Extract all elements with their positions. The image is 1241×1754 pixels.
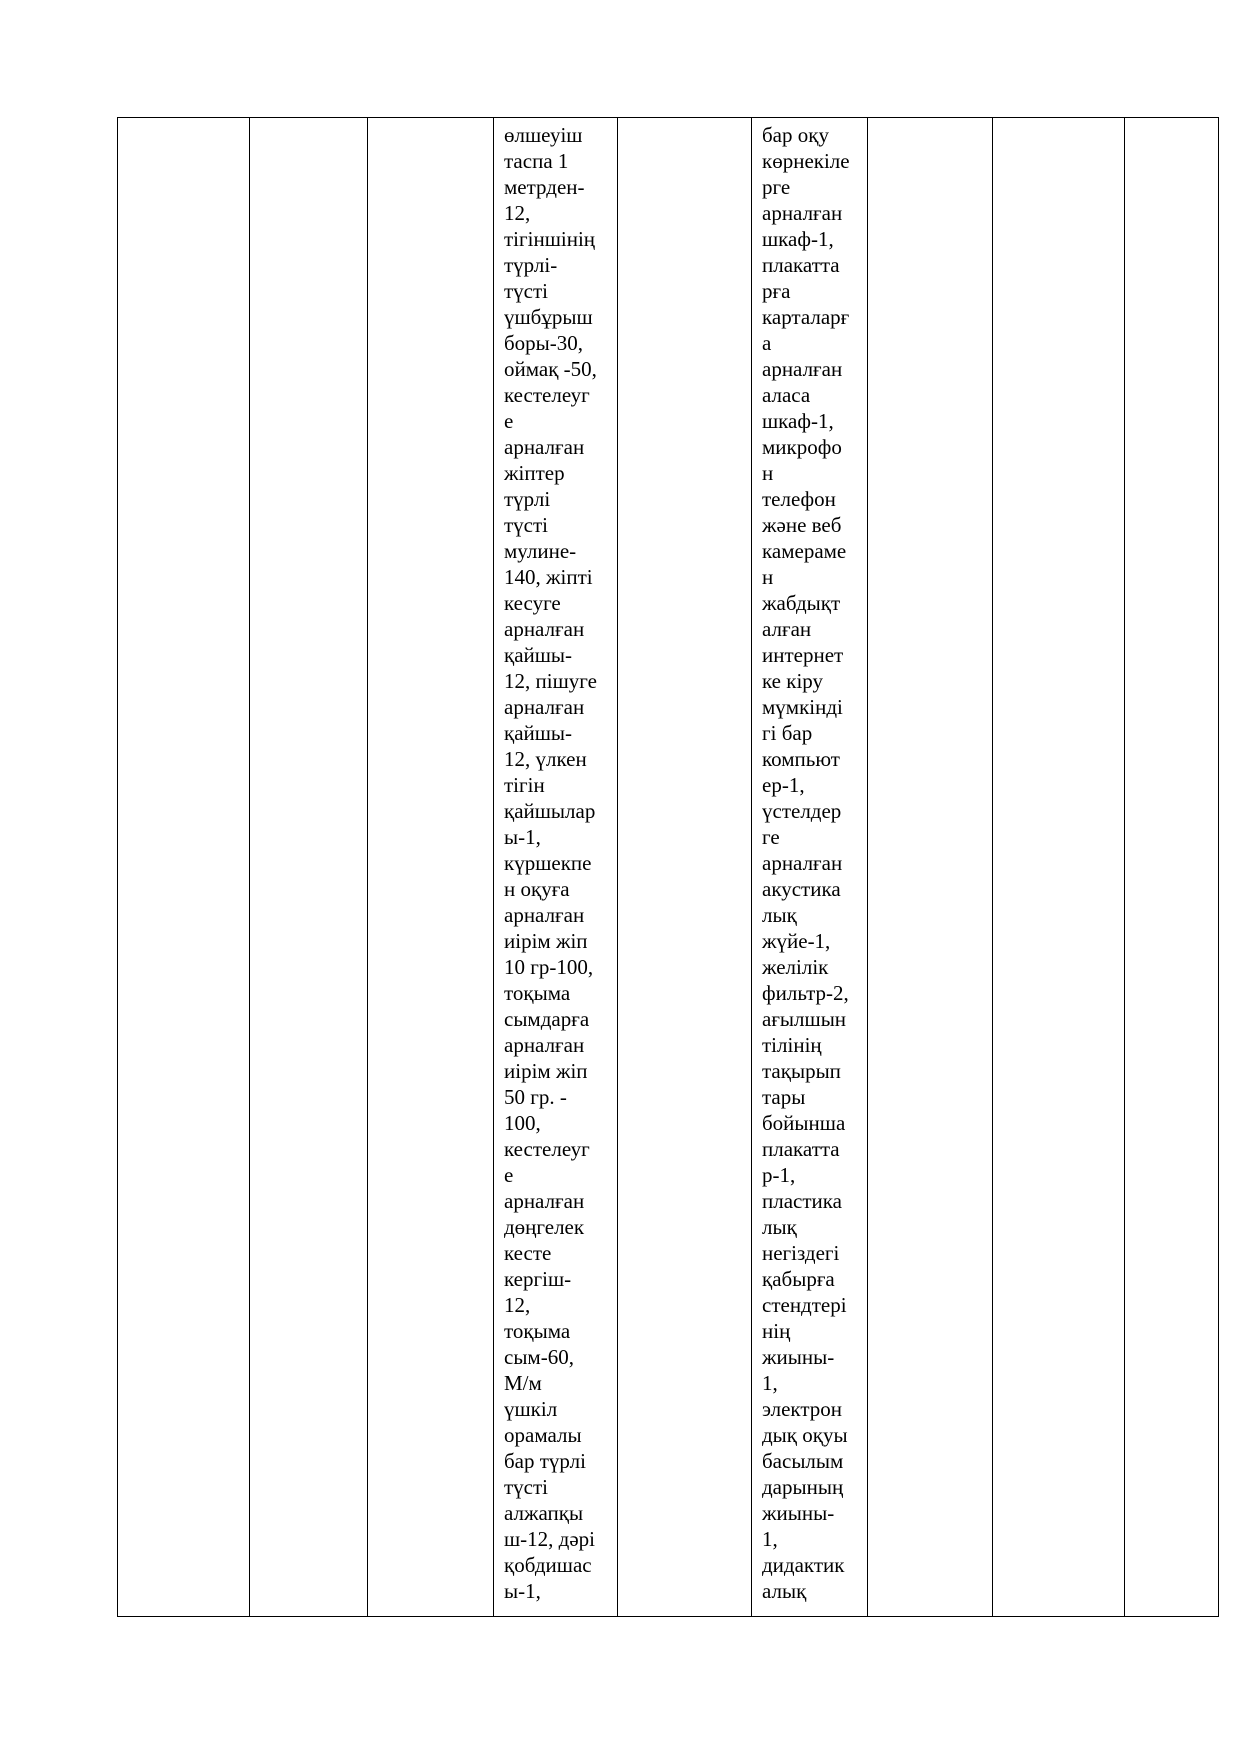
table-cell-2 [250,118,368,1617]
furniture-list-text: бар оқу көрнекіле рге арналған шкаф-1, плакатта рға карталарғ а арналған аласа шкаф-1, микрофо н телефон және веб камераме н жабдықт алған интернет ке кіру мүмкінді гі бар компьют ер-1, үстелдер ге арналған акустика лық жүйе-1, желілік фильтр-2, ағылшын тілінің тақырып тары бойынша плакатта р-1, пластика лық негіздегі қабырға стендтері нің жиыны- 1, электрон дық оқуы басылым дарының жиыны- 1, дидактик алық [762,123,850,1603]
table-cell-5 [618,118,752,1617]
table-cell-7 [868,118,993,1617]
table-cell-3 [368,118,494,1617]
document-table [117,117,1219,1617]
table-cell-4 [494,118,618,1617]
table-cell-1 [118,118,250,1617]
table-cell-8 [993,118,1125,1617]
table-row [118,118,1219,1617]
equipment-list-text: өлшеуіш таспа 1 метрден- 12, тігіншінің түрлі- түсті үшбұрыш боры-30, оймақ -50, кестелеуг е арналған жіптер түрлі түсті мулине- 140, жіпті кесуге арналған қайшы- 12, пішуге арналған қайшы- 12, үлкен тігін қайшылар ы-1, күршекпе н оқуға арналған иірім жіп 10 гр-100, тоқыма сымдарға арналған иірім жіп 50 гр. - 100, кестелеуг е арналған дөңгелек кесте кергіш- 12, тоқыма сым-60, М/м үшкіл орамалы бар түрлі түсті алжапқы ш-12, дәрі қобдишас ы-1, [504,123,597,1603]
table-cell-6 [752,118,868,1617]
table-cell-9 [1125,118,1219,1617]
